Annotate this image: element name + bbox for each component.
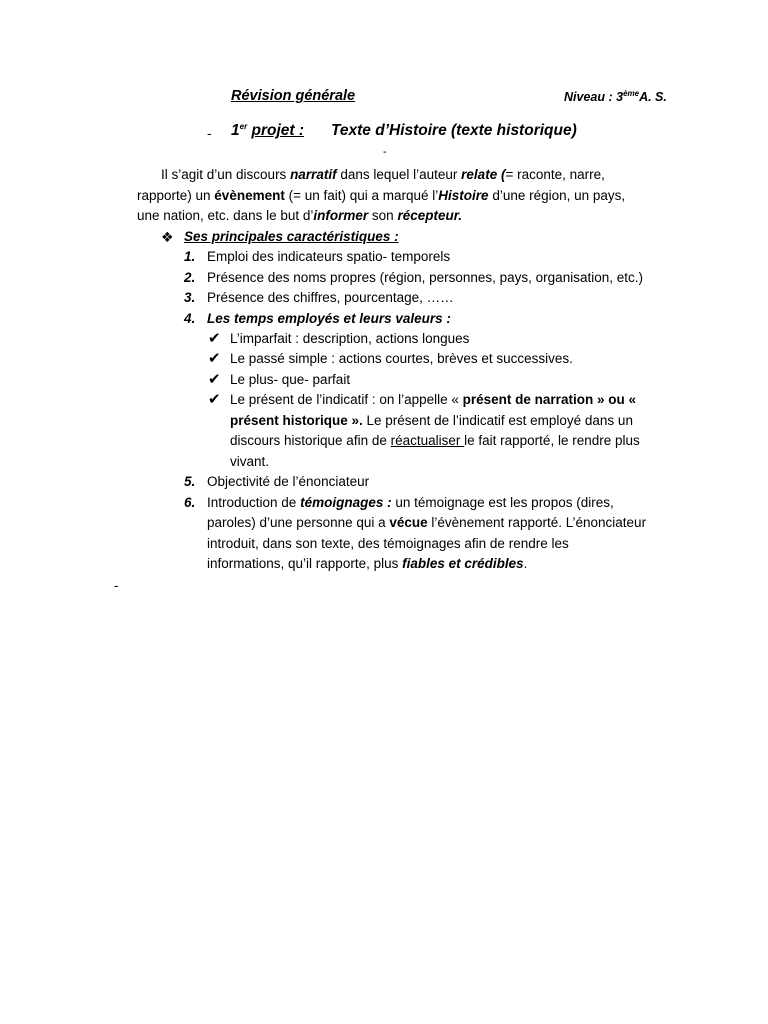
diamond-bullet-icon: ❖ [161, 229, 174, 245]
list-item: Les temps employés et leurs valeurs : [207, 311, 451, 326]
tense-item-line-2: présent historique ». Le présent de l’indicatif est employé dans un [230, 413, 633, 428]
tense-item-line-4: vivant. [230, 454, 270, 469]
footer-dash: - [114, 578, 119, 593]
list-item: Présence des noms propres (région, personnes, pays, organisation, etc.) [207, 270, 643, 285]
list-item: Objectivité de l’énonciateur [207, 474, 370, 489]
item-number: 5. [184, 474, 196, 489]
item-number: 4. [184, 311, 196, 326]
check-icon: ✔ [208, 391, 221, 408]
intro-line-1: Il s’agit d’un discours narratif dans lequel l’auteur relate (= raconte, narre, [161, 167, 605, 182]
tense-item: Le passé simple : actions courtes, brèves et successives. [230, 351, 573, 366]
tense-item: L’imparfait : description, actions longues [230, 331, 470, 346]
list-item: Emploi des indicateurs spatio- temporels [207, 249, 451, 264]
check-icon: ✔ [208, 371, 221, 388]
list-item: Présence des chiffres, pourcentage, …… [207, 290, 454, 305]
list-item-line-2: paroles) d’une personne qui a vécue l’évènement rapporté. L’énonciateur [207, 515, 647, 530]
list-item-line-1: Introduction de témoignages : un témoignage est les propos (dires, [207, 495, 614, 510]
project-under-dash: - [383, 146, 387, 158]
item-number: 6. [184, 495, 196, 510]
section-title: Ses principales caractéristiques : [184, 229, 399, 244]
intro-line-3: une nation, etc. dans le but d’informer son récepteur. [137, 208, 462, 223]
project-topic: Texte d’Histoire (texte historique) [331, 122, 577, 139]
list-item-line-3: introduit, dans son texte, des témoignages afin de rendre les [207, 536, 569, 551]
document-title: Révision générale [231, 88, 356, 104]
list-item-line-4: informations, qu’il rapporte, plus fiables et crédibles. [207, 556, 528, 571]
item-number: 2. [184, 270, 196, 285]
check-icon: ✔ [208, 330, 221, 347]
level-label: Niveau : 3èmeA. S. [564, 88, 667, 104]
intro-line-2: rapporte) un évènement (= un fait) qui a marqué l’Histoire d’une région, un pays, [137, 188, 626, 203]
tense-item-line-3: discours historique afin de réactualiser le fait rapporté, le rendre plus [230, 433, 640, 448]
project-number: 1er projet : [231, 121, 305, 139]
tense-item-line-1: Le présent de l’indicatif : on l’appelle « présent de narration » ou « [230, 392, 636, 407]
tense-item: Le plus- que- parfait [230, 372, 351, 387]
project-dash: - [207, 125, 212, 141]
check-icon: ✔ [208, 350, 221, 367]
item-number: 1. [184, 249, 196, 264]
item-number: 3. [184, 290, 196, 305]
